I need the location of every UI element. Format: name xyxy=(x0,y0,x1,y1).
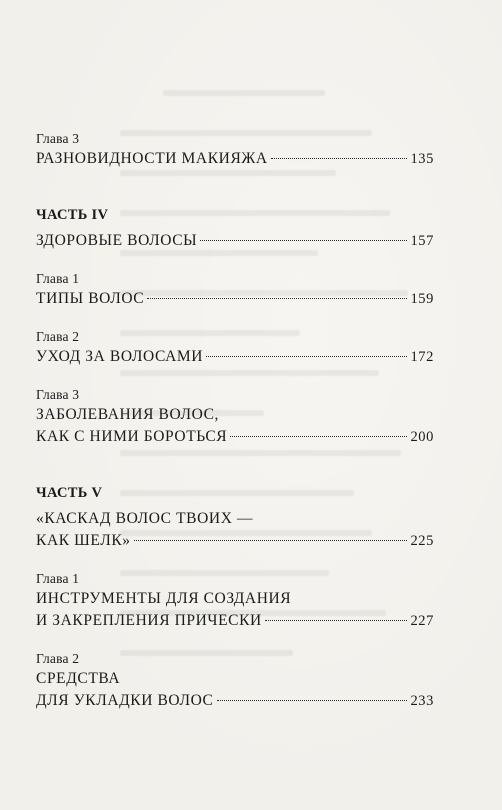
chapter-label: Глава 2 xyxy=(36,329,80,344)
page-number: 135 xyxy=(410,151,434,167)
chapter-label: Глава 2 xyxy=(36,651,80,666)
toc-entry[interactable] xyxy=(36,130,434,170)
toc-entry[interactable] xyxy=(36,570,434,632)
part-label: ЧАСТЬ IV xyxy=(36,207,109,223)
page-number: 225 xyxy=(410,533,434,549)
page-number: 172 xyxy=(410,349,434,365)
entry-title-continued: КАК С НИМИ БОРОТЬСЯ xyxy=(36,428,228,445)
entry-title: ИНСТРУМЕНТЫ ДЛЯ СОЗДАНИЯ xyxy=(36,590,292,607)
dot-leader xyxy=(134,540,408,541)
page-number: 157 xyxy=(410,233,434,249)
toc-entry[interactable] xyxy=(36,270,434,310)
entry-title: СРЕДСТВА xyxy=(36,670,121,687)
entry-title-continued: И ЗАКРЕПЛЕНИЯ ПРИЧЕСКИ xyxy=(36,612,262,629)
part-label: ЧАСТЬ V xyxy=(36,485,103,501)
dot-leader xyxy=(147,298,407,299)
dot-leader xyxy=(200,240,407,241)
entry-title: ЗДОРОВЫЕ ВОЛОСЫ xyxy=(36,232,198,249)
dot-leader xyxy=(217,700,408,701)
page-number: 227 xyxy=(410,613,434,629)
chapter-label: Глава 1 xyxy=(36,271,80,286)
chapter-label: Глава 1 xyxy=(36,571,80,586)
entry-title: ТИПЫ ВОЛОС xyxy=(36,290,145,307)
entry-title: УХОД ЗА ВОЛОСАМИ xyxy=(36,348,204,365)
toc-entry[interactable] xyxy=(36,206,434,252)
table-of-contents xyxy=(36,120,434,712)
page-number: 159 xyxy=(410,291,434,307)
toc-entry[interactable] xyxy=(36,386,434,448)
dot-leader xyxy=(230,436,407,437)
dot-leader xyxy=(271,158,408,159)
dot-leader xyxy=(206,356,407,357)
chapter-label: Глава 3 xyxy=(36,387,80,402)
toc-entry[interactable] xyxy=(36,650,434,712)
entry-title: «КАСКАД ВОЛОС ТВОИХ — xyxy=(36,510,254,527)
entry-title-continued: ДЛЯ УКЛАДКИ ВОЛОС xyxy=(36,692,214,709)
toc-entry[interactable] xyxy=(36,484,434,552)
entry-title-continued: КАК ШЕЛК» xyxy=(36,532,131,549)
entry-title: ЗАБОЛЕВАНИЯ ВОЛОС, xyxy=(36,406,219,423)
page-number: 200 xyxy=(410,429,434,445)
entry-title: РАЗНОВИДНОСТИ МАКИЯЖА xyxy=(36,150,268,167)
dot-leader xyxy=(265,620,408,621)
page-number: 233 xyxy=(410,693,434,709)
toc-entry[interactable] xyxy=(36,328,434,368)
chapter-label: Глава 3 xyxy=(36,131,80,146)
